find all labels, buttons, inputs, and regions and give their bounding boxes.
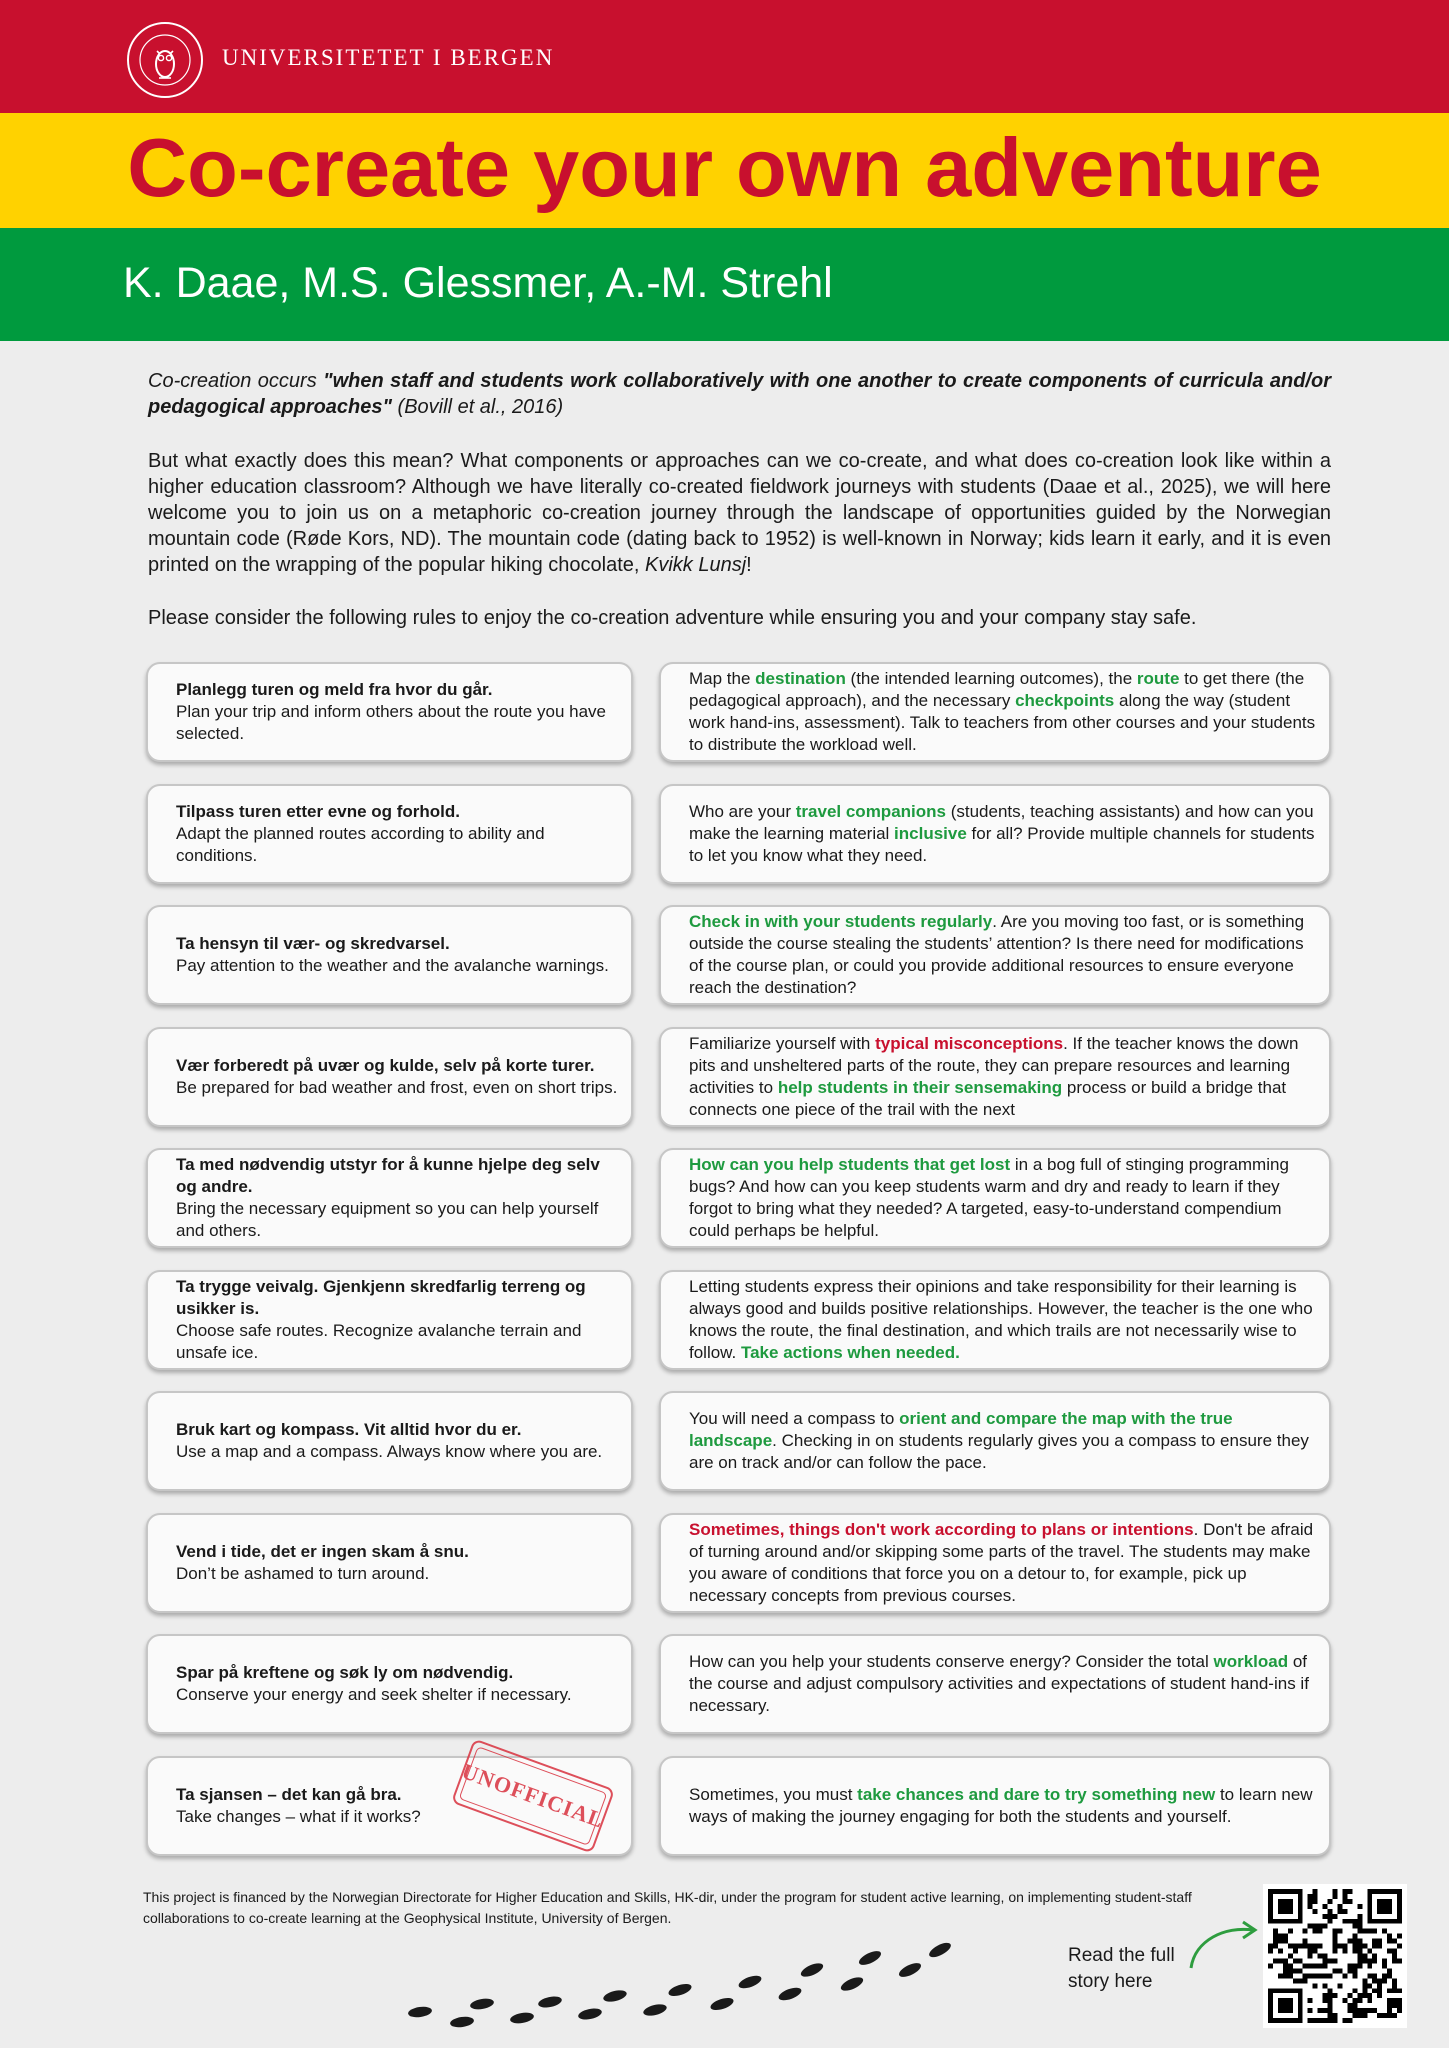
rule-card (146, 1513, 633, 1613)
intro-quote (148, 368, 1331, 420)
advice-highlight: inclusive (894, 824, 967, 843)
advice-highlight: travel companions (795, 802, 946, 821)
rule-norwegian: Vend i tide, det er ingen skam å snu. (176, 1542, 469, 1561)
advice-highlight: orient and compare the map with the true landscape (689, 1409, 1233, 1450)
advice-highlight: How can you help students that get lost (689, 1155, 1011, 1174)
advice-card (659, 662, 1331, 762)
rule-card (146, 1391, 633, 1491)
advice-highlight: checkpoints (1015, 691, 1115, 710)
rule-norwegian: Vær forberedt på uvær og kulde, selv på korte turer. (176, 1056, 595, 1075)
poster-authors: K. Daae, M.S. Glessmer, A.-M. Strehl (123, 259, 833, 307)
advice-segment: in a bog full of stinging programming bugs? And how can you keep students warm and dry and ready to learn if they forgot to bring what they needed? A targeted, easy-to-understand compendium could perhaps be helpful. (689, 1155, 1289, 1240)
advice-text (689, 1033, 1317, 1121)
advice-text (689, 1154, 1317, 1242)
advice-text (689, 801, 1317, 867)
advice-text (689, 1276, 1317, 1364)
rule-norwegian: Planlegg turen og meld fra hvor du går. (176, 680, 493, 699)
rule-card (146, 1270, 633, 1370)
quote-lead: Co-creation occurs (148, 370, 324, 392)
rule-norwegian: Ta trygge veivalg. Gjenkjenn skredfarlig terreng og usikker is. (176, 1277, 586, 1318)
advice-text (689, 1784, 1317, 1828)
advice-segment: Map the (689, 669, 756, 688)
advice-text (689, 668, 1317, 756)
rule-card (146, 1148, 633, 1248)
read-full-story-label: Read the full story here (1068, 1945, 1175, 1992)
quote-reference: (Bovill et al., 2016) (392, 396, 564, 418)
intro-consider: Please consider the following rules to enjoy the co-creation adventure while ensuring you and your company stay safe. (148, 607, 1197, 629)
advice-card (659, 1027, 1331, 1127)
advice-segment: to learn new ways of making the journey engaging for both the students and yourself. (689, 1785, 1313, 1826)
advice-segment: You will need a compass to (689, 1409, 900, 1428)
advice-segment: process or build a bridge that connects one piece of the trail with the next (689, 1078, 1287, 1119)
university-name: UNIVERSITETET I BERGEN (222, 45, 555, 70)
advice-segment: . Checking in on students regularly gives you a compass to ensure they are on track and/or can follow the pace. (689, 1431, 1309, 1472)
advice-card (659, 1148, 1331, 1248)
quote-text: "when staff and students work collaboratively with one another to create components of curricula and/or pedagogical approaches" (148, 370, 1331, 418)
rule-english: Take changes – what if it works? (176, 1807, 421, 1826)
advice-text (689, 1519, 1317, 1607)
rule-norwegian: Ta med nødvendig utstyr for å kunne hjelpe deg selv og andre. (176, 1155, 600, 1196)
advice-segment: along the way (student work hand-ins, assessment). Talk to teachers from other courses and your students to distribute the workload well. (689, 691, 1316, 754)
intro-paragraph-text: But what exactly does this mean? What components or approaches can we co-create, and what does co-creation look like within a higher education classroom? Although we have literally co-created fieldwork journeys with students (Daae et al., 2025), we will here welcome you to join us on a metaphoric co-creation journey through the landscape of opportunities guided by the Norwegian mountain code (Røde Kors, ND). The mountain code (dating back to 1952) is well-known in Norway; kids learn it early, and it is even printed on the wrapping of the popular hiking chocolate, (148, 450, 1331, 576)
rule-english: Choose safe routes. Recognize avalanche terrain and unsafe ice. (176, 1321, 582, 1362)
uib-owl-seal-icon (125, 20, 205, 100)
advice-segment: (students, teaching assistants) and how can you make the learning material (689, 802, 1314, 843)
advice-card (659, 1756, 1331, 1856)
poster-title: Co-create your own adventure (127, 121, 1322, 214)
rule-norwegian: Tilpass turen etter evne og forhold. (176, 802, 461, 821)
unofficial-stamp: UNOFFICIAL (451, 1738, 615, 1853)
advice-highlight: take chances and dare to try something new (857, 1785, 1216, 1804)
rule-card (146, 1027, 633, 1127)
rule-norwegian: Ta sjansen – det kan gå bra. (176, 1785, 402, 1804)
advice-card (659, 784, 1331, 884)
advice-segment: . Don't be afraid of turning around and/or skipping some parts of the travel. The students may make you aware of conditions that force you on a detour to, for example, pick up necessary concepts from previous courses. (689, 1520, 1314, 1605)
advice-segment: Familiarize yourself with (689, 1034, 876, 1053)
advice-text (689, 1408, 1317, 1474)
advice-card (659, 1634, 1331, 1734)
advice-segment: Letting students express their opinions and take responsibility for their learning is always good and builds positive relationships. However, the teacher is the one who knows the route, the final destination, and which trails are not necessarily wise to follow. (689, 1277, 1313, 1362)
intro-paragraph (148, 448, 1331, 578)
advice-card (659, 1270, 1331, 1370)
advice-highlight: Check in with your students regularly (689, 912, 993, 931)
advice-highlight: typical misconceptions (875, 1034, 1064, 1053)
footprints-icon (400, 1940, 1000, 2040)
advice-segment: of the course and adjust compulsory activities and expectations of student hand-ins if necessary. (689, 1652, 1309, 1715)
header-red-band (0, 0, 1449, 113)
advice-segment: How can you help your students conserve energy? Consider the total (689, 1652, 1214, 1671)
advice-card (659, 905, 1331, 1005)
advice-segment: . Are you moving too fast, or is something outside the course stealing the students’ attention? Is there need for modifications of the course plan, or could you provide additional resources to ensure everyone reach the destination? (689, 912, 1305, 997)
intro-paragraph-italic: Kvikk Lunsj (645, 554, 747, 576)
qr-code-icon[interactable] (1263, 1884, 1407, 2028)
intro-paragraph-end: ! (746, 554, 752, 576)
rule-english: Bring the necessary equipment so you can help yourself and others. (176, 1199, 599, 1240)
rule-card (146, 1634, 633, 1734)
rule-english: Conserve your energy and seek shelter if necessary. (176, 1685, 572, 1704)
advice-segment: Who are your (689, 802, 796, 821)
advice-highlight: help students in their sensemaking (777, 1078, 1063, 1097)
rule-english: Don’t be ashamed to turn around. (176, 1564, 430, 1583)
rule-card (146, 784, 633, 884)
advice-highlight: Take actions when needed. (740, 1343, 960, 1362)
advice-card (659, 1391, 1331, 1491)
funding-note: This project is financed by the Norwegian Directorate for Higher Education and Skills, HK-dir, under the program for student active learning, on implementing student-staff collaborations to co-create learning at the Geophysical Institute, University of Bergen. (143, 1889, 1192, 1926)
advice-highlight: destination (755, 669, 846, 688)
advice-highlight: workload (1213, 1652, 1289, 1671)
rule-card (146, 905, 633, 1005)
advice-text (689, 911, 1317, 999)
rule-english: Use a map and a compass. Always know where you are. (176, 1442, 603, 1461)
advice-highlight: Sometimes, things don't work according to plans or intentions (689, 1520, 1194, 1539)
rule-card (146, 662, 633, 762)
rule-english: Pay attention to the weather and the avalanche warnings. (176, 956, 609, 975)
rule-english: Plan your trip and inform others about the route you have selected. (176, 702, 606, 743)
advice-segment: to get there (the pedagogical approach), and the necessary (689, 669, 1305, 710)
advice-segment: Sometimes, you must (689, 1785, 858, 1804)
advice-text (689, 1651, 1317, 1717)
advice-segment: (the intended learning outcomes), the (845, 669, 1137, 688)
rule-english: Adapt the planned routes according to ability and conditions. (176, 824, 545, 865)
advice-segment: for all? Provide multiple channels for students to let you know what they need. (689, 824, 1315, 865)
curved-arrow-icon (1185, 1918, 1265, 1974)
rule-english: Be prepared for bad weather and frost, even on short trips. (176, 1078, 618, 1097)
rule-norwegian: Bruk kart og kompass. Vit alltid hvor du er. (176, 1420, 522, 1439)
advice-segment: . If the teacher knows the down pits and unsheltered parts of the route, they can prepare resources and learning activities to (689, 1034, 1299, 1097)
advice-card (659, 1513, 1331, 1613)
advice-highlight: route (1136, 669, 1180, 688)
rule-norwegian: Spar på kreftene og søk ly om nødvendig. (176, 1663, 514, 1682)
rule-norwegian: Ta hensyn til vær- og skredvarsel. (176, 934, 450, 953)
